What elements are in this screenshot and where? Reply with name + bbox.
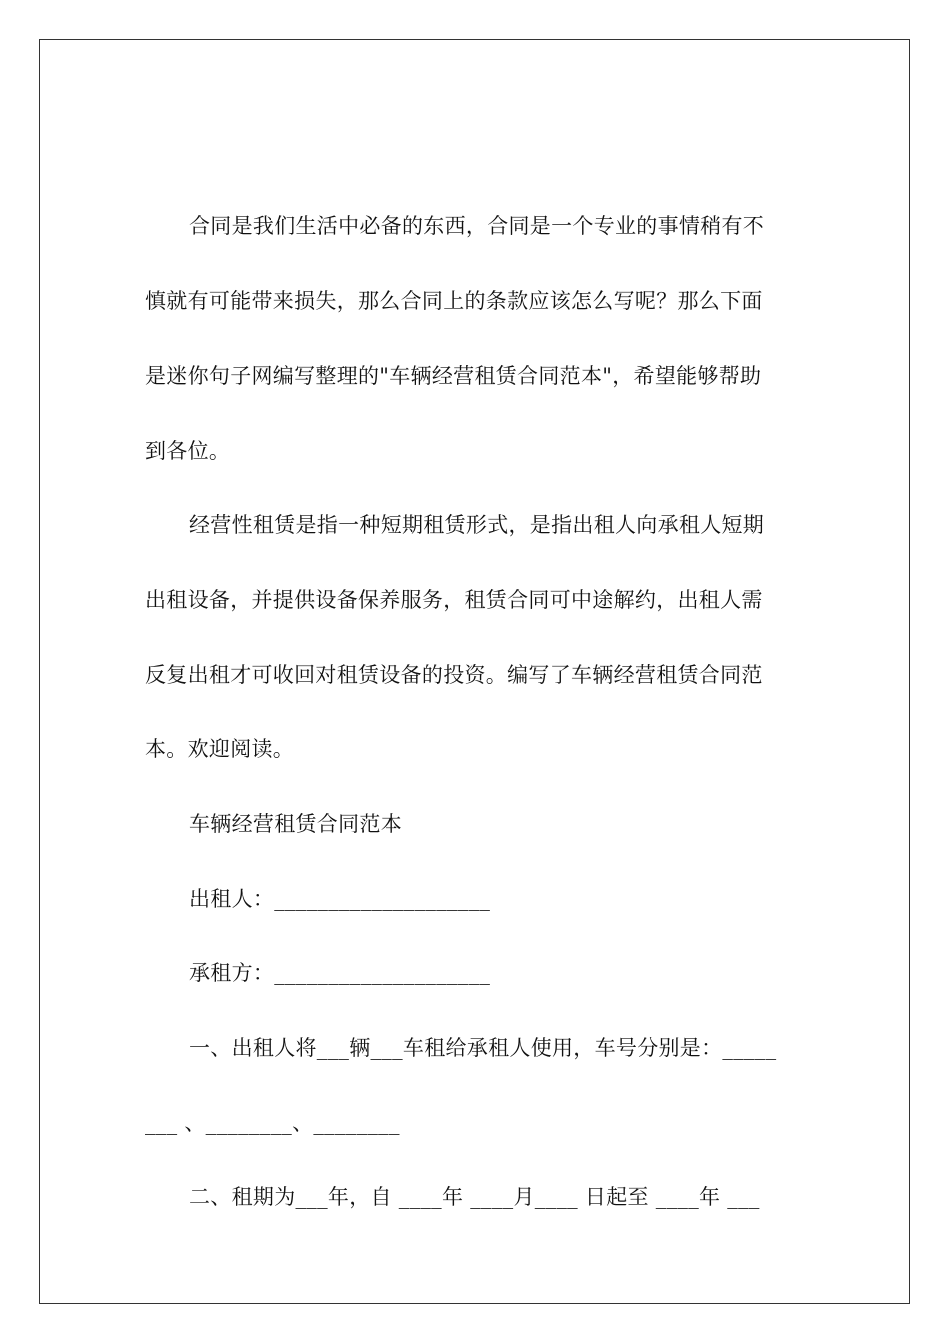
intro-line-2: 慎就有可能带来损失，那么合同上的条款应该怎么写呢？那么下面: [145, 289, 763, 313]
definition-line-3: 反复出租才可收回对租赁设备的投资。编写了车辆经营租赁合同范: [145, 663, 763, 687]
definition-line-4: 本。欢迎阅读。: [145, 737, 295, 761]
clause-2-line-1: 二、租期为___年，自 ____年 ____月____ 日起至 ____年 ___: [189, 1185, 760, 1209]
intro-line-1: 合同是我们生活中必备的东西，合同是一个专业的事情稍有不: [189, 214, 765, 238]
intro-line-4: 到各位。: [145, 439, 231, 463]
clause-1-line-1: 一、出租人将___辆___车租给承租人使用，车号分别是：_____: [189, 1036, 777, 1060]
lessee-field: 承租方：____________________: [189, 961, 491, 985]
lessor-field: 出租人：____________________: [189, 887, 491, 911]
intro-line-3: 是迷你句子网编写整理的"车辆经营租赁合同范本"，希望能够帮助: [145, 364, 762, 388]
contract-title: 车辆经营租赁合同范本: [189, 812, 402, 836]
definition-line-1: 经营性租赁是指一种短期租赁形式，是指出租人向承租人短期: [189, 513, 765, 537]
clause-1-line-2: ___ 、________、________: [145, 1111, 400, 1135]
definition-line-2: 出租设备，并提供设备保养服务，租赁合同可中途解约，出租人需: [145, 588, 763, 612]
